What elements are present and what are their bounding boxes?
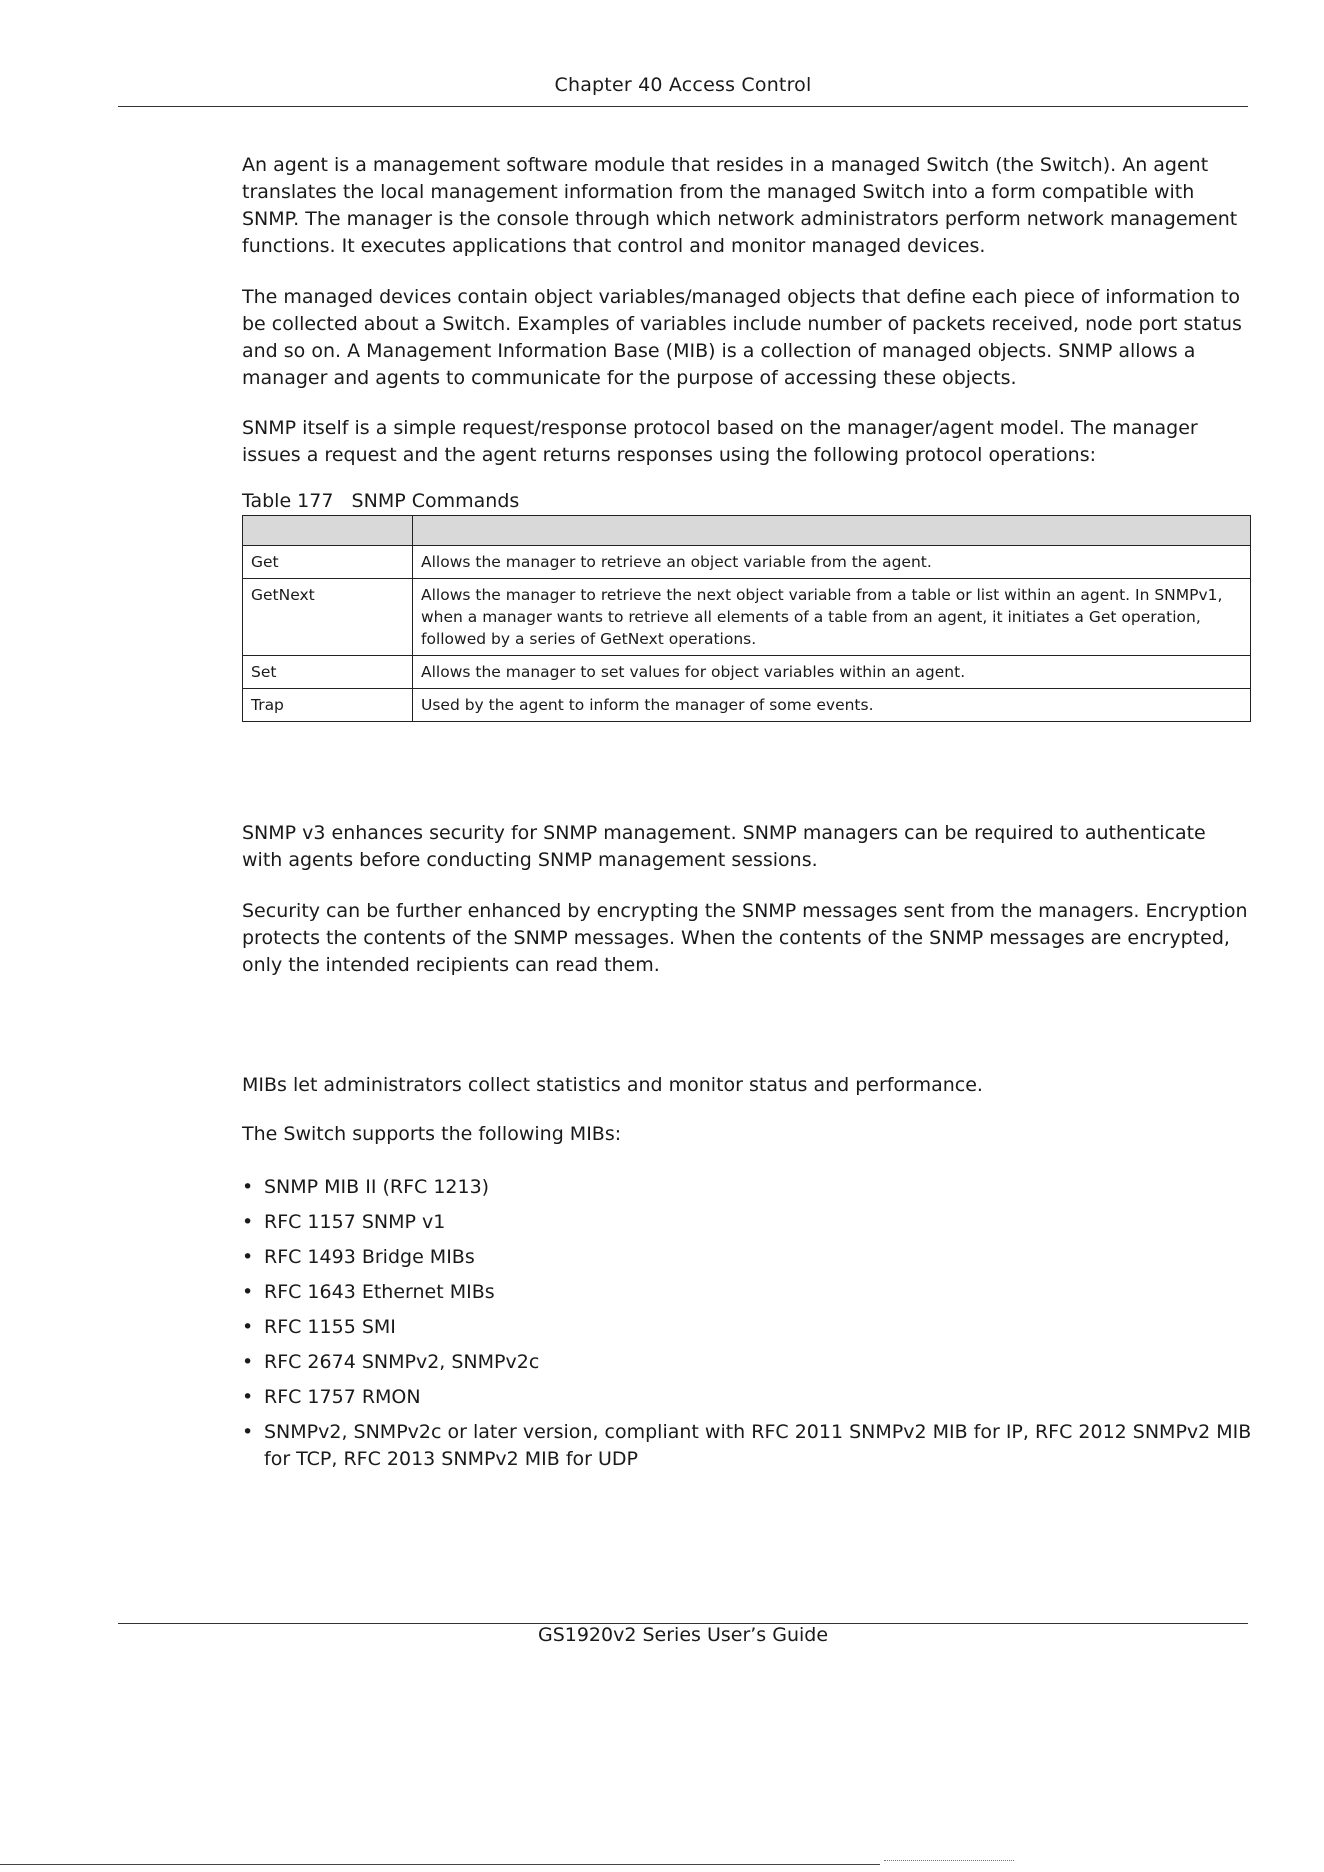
list-item-text: SNMPv2, SNMPv2c or later version, compliant with RFC 2011 SNMPv2 MIB for IP, RFC 2012 SNMPv2 MIB for TCP, RFC 2013 SNMPv2 MIB for UDP — [264, 1421, 1252, 1470]
description-cell: Allows the manager to set values for object variables within an agent. — [413, 656, 1251, 689]
table-row — [243, 656, 1251, 689]
paragraph-managed-devices: The managed devices contain object variables/managed objects that define each piece of information to be collected about a Switch. Examples of variables include number of packets received, node port status and so on. A Management Information Base (MIB) is a collection of managed objects. SNMP allows a manager and agents to communicate for the purpose of accessing these objects. — [242, 286, 1242, 389]
bullet-marker: • — [242, 1316, 254, 1338]
header-divider — [118, 106, 1248, 107]
description-cell: Allows the manager to retrieve the next object variable from a table or list within an agent. In SNMPv1, when a manager wants to retrieve all elements of a table from an agent, it initiates a Get operation, followed by a series of GetNext operations. — [413, 579, 1251, 656]
paragraph-encryption: Security can be further enhanced by encrypting the SNMP messages sent from the managers. Encryption protects the contents of the SNMP messages. When the contents of the SNMP messages are encrypted, only the intended recipients can read them. — [242, 900, 1248, 976]
bullet-marker: • — [242, 1246, 254, 1268]
list-item — [242, 1419, 1252, 1473]
command-cell: Get — [243, 546, 413, 579]
snmp-commands-table — [242, 515, 1251, 722]
command-cell: GetNext — [243, 579, 413, 656]
list-item-text: RFC 1643 Ethernet MIBs — [264, 1281, 495, 1303]
table-header-row — [243, 516, 1251, 546]
mib-list — [242, 1174, 1252, 1481]
paragraph-supported-mibs: The Switch supports the following MIBs: — [242, 1123, 622, 1145]
list-item — [242, 1209, 1252, 1236]
command-cell: Set — [243, 656, 413, 689]
list-item — [242, 1384, 1252, 1411]
page-footer: GS1920v2 Series User’s Guide — [537, 1624, 829, 1646]
bullet-marker: • — [242, 1176, 254, 1198]
page-header: Chapter 40 Access Control — [554, 74, 812, 96]
list-item — [242, 1314, 1252, 1341]
paragraph-agent-definition: An agent is a management software module that resides in a managed Switch (the Switch). An agent translates the local management information from the managed Switch into a form compatible with SNMP. The manager is the console through which network administrators perform network management functions. It executes applications that control and monitor managed devices. — [242, 154, 1238, 257]
table-header-description — [413, 516, 1251, 546]
table-header-command — [243, 516, 413, 546]
paragraph-mibs-intro: MIBs let administrators collect statistics and monitor status and performance. — [242, 1074, 983, 1096]
description-cell: Allows the manager to retrieve an object variable from the agent. — [413, 546, 1251, 579]
description-cell: Used by the agent to inform the manager of some events. — [413, 689, 1251, 722]
table-row — [243, 689, 1251, 722]
paragraph-snmpv3-security: SNMP v3 enhances security for SNMP management. SNMP managers can be required to authenticate with agents before conducting SNMP management sessions. — [242, 822, 1206, 871]
table-row — [243, 579, 1251, 656]
bullet-marker: • — [242, 1421, 254, 1443]
scan-edge-line — [0, 1864, 880, 1865]
list-item-text: RFC 1157 SNMP v1 — [264, 1211, 446, 1233]
list-item — [242, 1244, 1252, 1271]
list-item-text: RFC 1757 RMON — [264, 1386, 421, 1408]
list-item — [242, 1349, 1252, 1376]
list-item-text: RFC 2674 SNMPv2, SNMPv2c — [264, 1351, 540, 1373]
table-caption: Table 177 SNMP Commands — [242, 490, 520, 512]
list-item — [242, 1174, 1252, 1201]
command-cell: Trap — [243, 689, 413, 722]
list-item — [242, 1279, 1252, 1306]
list-item-text: RFC 1493 Bridge MIBs — [264, 1246, 475, 1268]
table-row — [243, 546, 1251, 579]
scan-artifact — [884, 1860, 1014, 1864]
bullet-marker: • — [242, 1386, 254, 1408]
bullet-marker: • — [242, 1351, 254, 1373]
list-item-text: SNMP MIB II (RFC 1213) — [264, 1176, 490, 1198]
paragraph-protocol-intro: SNMP itself is a simple request/response protocol based on the manager/agent model. The manager issues a request and the agent returns responses using the following protocol operations: — [242, 417, 1198, 466]
list-item-text: RFC 1155 SMI — [264, 1316, 396, 1338]
bullet-marker: • — [242, 1281, 254, 1303]
bullet-marker: • — [242, 1211, 254, 1233]
